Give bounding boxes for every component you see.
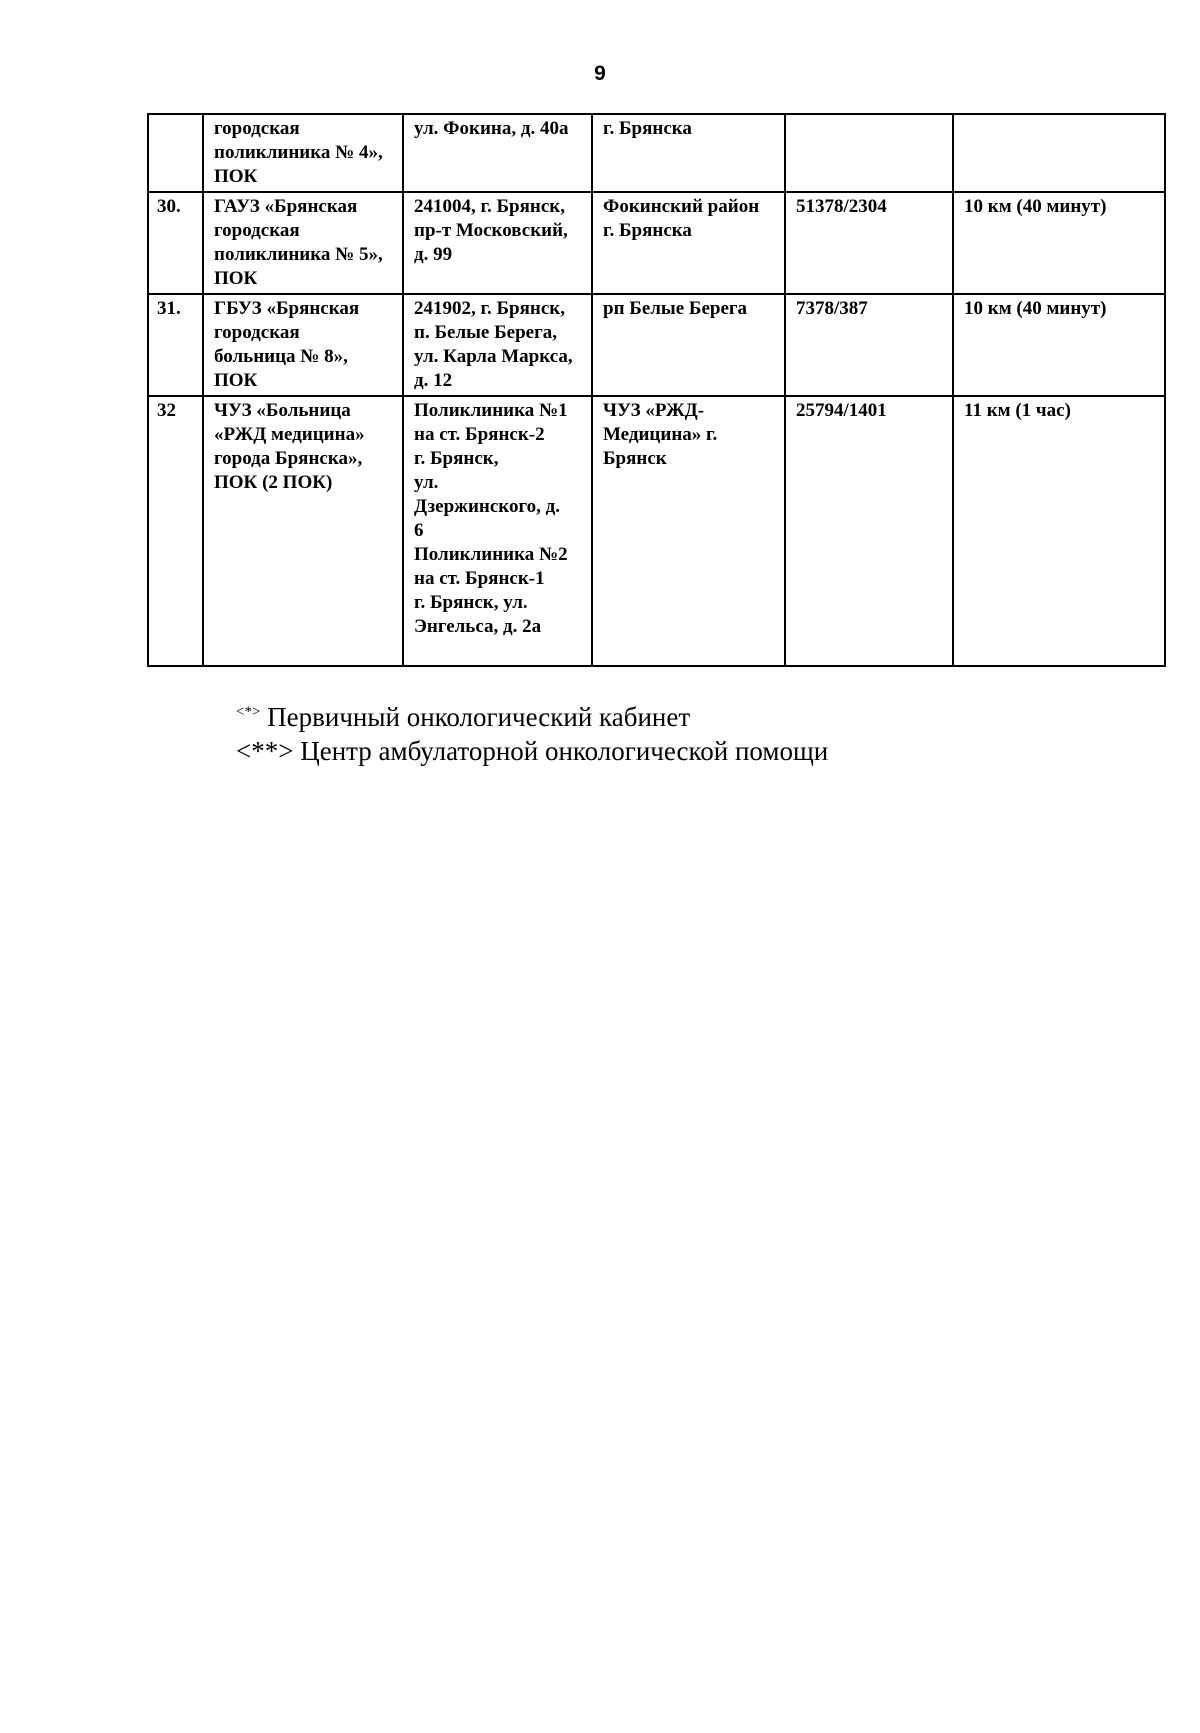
distance-cell: 10 км (40 минут) <box>953 294 1165 396</box>
row-number-cell: 30. <box>148 192 203 294</box>
footnote-text: Первичный онкологический кабинет <box>267 702 691 732</box>
institution-name-cell: ЧУЗ «Больница «РЖД медицина» города Брянска», ПОК (2 ПОК) <box>203 396 403 666</box>
footnote-text: Центр амбулаторной онкологической помощи <box>300 736 829 766</box>
service-area-cell: г. Брянска <box>592 114 785 192</box>
footnote-marker: <*> <box>236 704 261 720</box>
table-row <box>148 192 1165 294</box>
footnote-primary-oncology-office <box>236 700 828 734</box>
address-cell: ул. Фокина, д. 40а <box>403 114 592 192</box>
footnotes <box>236 700 828 768</box>
address-cell: Поликлиника №1 на ст. Брянск-2 г. Брянск, ул. Дзержинского, д. 6 Поликлиника №2 на ст. Брянск-1 г. Брянск, ул. Энгельса, д. 2а <box>403 396 592 666</box>
distance-cell: 11 км (1 час) <box>953 396 1165 666</box>
table-row <box>148 396 1165 666</box>
page-number: 9 <box>594 62 606 85</box>
institution-name-cell: городская поликлиника № 4», ПОК <box>203 114 403 192</box>
oncology-facilities-table <box>147 113 1166 667</box>
institution-name-cell: ГБУЗ «Брянская городская больница № 8», ПОК <box>203 294 403 396</box>
row-number-cell: 31. <box>148 294 203 396</box>
service-area-cell: Фокинский район г. Брянска <box>592 192 785 294</box>
address-cell: 241004, г. Брянск, пр-т Московский, д. 99 <box>403 192 592 294</box>
population-cell <box>785 114 953 192</box>
row-number-cell: 32 <box>148 396 203 666</box>
footnote-marker: <**> <box>236 736 294 766</box>
distance-cell: 10 км (40 минут) <box>953 192 1165 294</box>
distance-cell <box>953 114 1165 192</box>
population-cell: 51378/2304 <box>785 192 953 294</box>
population-cell: 25794/1401 <box>785 396 953 666</box>
institution-name-cell: ГАУЗ «Брянская городская поликлиника № 5», ПОК <box>203 192 403 294</box>
row-number-cell <box>148 114 203 192</box>
footnote-outpatient-oncology-center <box>236 734 828 768</box>
address-cell: 241902, г. Брянск, п. Белые Берега, ул. Карла Маркса, д. 12 <box>403 294 592 396</box>
service-area-cell: ЧУЗ «РЖД- Медицина» г. Брянск <box>592 396 785 666</box>
population-cell: 7378/387 <box>785 294 953 396</box>
table-row <box>148 114 1165 192</box>
table-row <box>148 294 1165 396</box>
service-area-cell: рп Белые Берега <box>592 294 785 396</box>
